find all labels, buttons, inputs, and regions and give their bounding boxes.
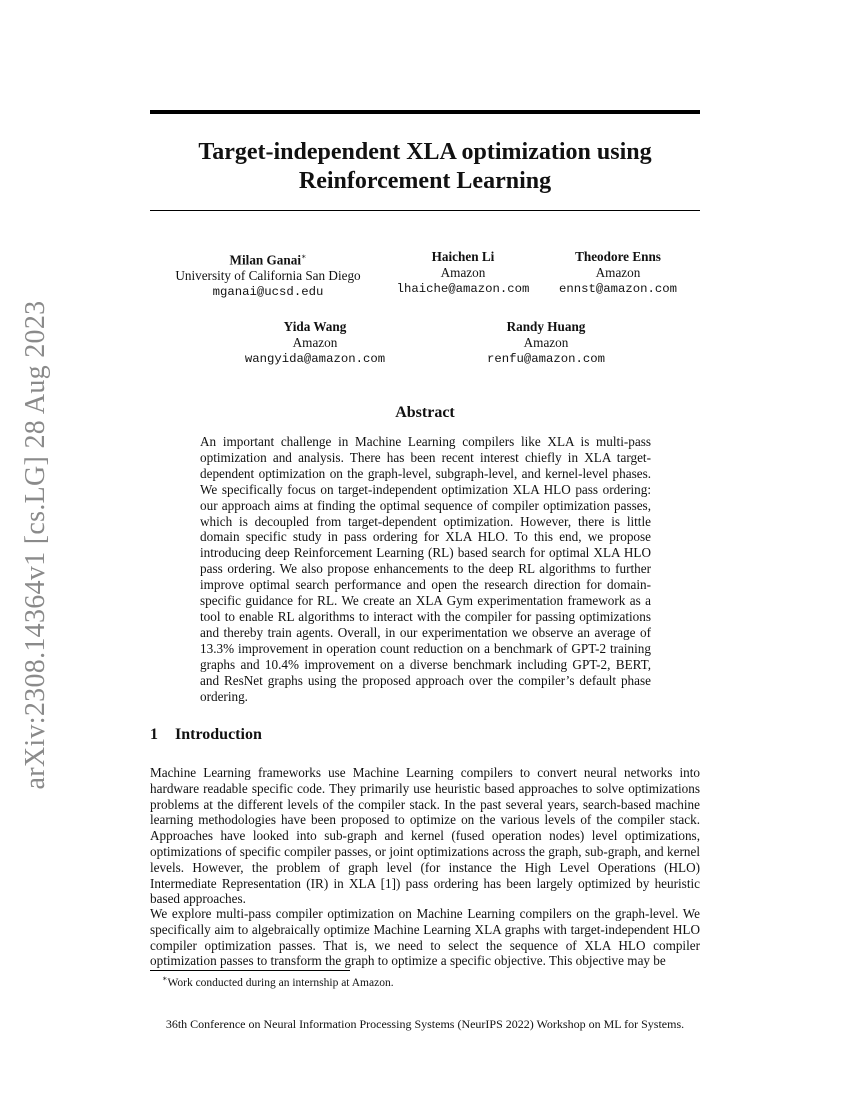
author-email[interactable]: lhaiche@amazon.com [396, 282, 530, 296]
author-email[interactable]: renfu@amazon.com [486, 352, 606, 366]
author-block [488, 249, 748, 297]
author-affiliation: Amazon [440, 265, 486, 280]
author-affiliation: Amazon [523, 335, 569, 350]
section-title: Introduction [175, 726, 262, 743]
title-top-rule [150, 110, 700, 114]
author-email[interactable]: mganai@ucsd.edu [212, 285, 324, 300]
section-heading [150, 726, 262, 744]
abstract-heading: Abstract [395, 404, 455, 421]
author-email[interactable]: ennst@amazon.com [558, 282, 678, 296]
arxiv-identifier-text: arXiv:2308.14364v1 [cs.LG] 28 Aug 2023 [20, 300, 51, 790]
author-block [416, 319, 676, 367]
author-affiliation: Amazon [292, 335, 338, 350]
author-name: Theodore Enns [575, 249, 661, 264]
venue-note: 36th Conference on Neural Information Processing Systems (NeurIPS 2022) Workshop on ML for Systems. [165, 1017, 685, 1031]
footnote [162, 974, 394, 989]
section-number: 1 [150, 726, 158, 743]
intro-paragraph-1: Machine Learning frameworks use Machine Learning compilers to convert neural networks into hardware readable specific code. They primarily use heuristic based approaches to solve optimizations problems at the different levels of the compiler stack. In the past several years, search-based machine learning methodologies have been proposed to optimize on the various levels of the compiler stack. Approaches have looked into sub-graph and kernel (fused operation nodes) level optimizations, optimizations of specific compiler passes, or joint optimizations across the graph, sub-graph, and kernel levels. However, the problem of graph level (for instance the High Level Operations (HLO) Intermediate Representation (IR) in XLA [1]) pass ordering has been largely optimized by heuristic based approaches. [150, 765, 700, 907]
author-email[interactable]: wangyida@amazon.com [244, 352, 386, 366]
author-block [185, 319, 445, 367]
footnote-text: Work conducted during an internship at Amazon. [167, 976, 394, 989]
author-name: Randy Huang [506, 319, 586, 334]
author-affiliation: Amazon [595, 265, 641, 280]
title-line-1: Target-independent XLA optimization using [198, 139, 652, 165]
author-footnote-mark: ∗ [301, 252, 307, 261]
author-name: Haichen Li [431, 249, 495, 264]
abstract-text: An important challenge in Machine Learning compilers like XLA is multi-pass optimization and analysis. There has been recent interest chiefly in XLA target-dependent optimization on the graph-level, subgraph-level, and kernel-level phases. We specifically focus on target-independent optimization XLA HLO pass ordering: our approach aims at finding the optimal sequence of compiler optimization passes, which is decoupled from target-dependent optimization. However, there is little domain specific study in pass ordering for XLA HLO. To this end, we propose introducing deep Reinforcement Learning (RL) based search for optimal XLA HLO pass ordering. We also propose enhancements to the deep RL algorithms to further improve optimal search performance and open the research direction for domain-specific guidance for RL. We create an XLA Gym experimentation framework as a tool to enable RL algorithms to interact with the compiler for passing optimizations and thereby train agents. Overall, in our experimentation we observe an average of 13.3% improvement in operation count reduction on a benchmark of GPT-2 training graphs and 10.4% improvement on a diverse benchmark including GPT-2, BERT, and ResNet graphs using the proposed approach over the compiler’s default phase ordering. [200, 434, 651, 704]
author-name: Yida Wang [283, 319, 347, 334]
author-name: Milan Ganai [229, 252, 301, 268]
author-affiliation: University of California San Diego [175, 268, 361, 284]
intro-paragraph-2: We explore multi-pass compiler optimization on Machine Learning compilers on the graph-level. We specifically aim to algebraically optimize Machine Learning XLA graphs with target-independent HLO compiler optimization passes. That is, we need to select the sequence of XLA HLO compiler optimization passes to transform the graph to optimize a specific objective. This objective may be [150, 906, 700, 969]
paper-title [150, 138, 700, 196]
footnote-mark: ∗ [162, 974, 168, 983]
title-bottom-rule [150, 210, 700, 211]
arxiv-identifier [12, 300, 60, 790]
footnote-rule [150, 970, 350, 971]
title-line-2: Reinforcement Learning [298, 168, 552, 194]
